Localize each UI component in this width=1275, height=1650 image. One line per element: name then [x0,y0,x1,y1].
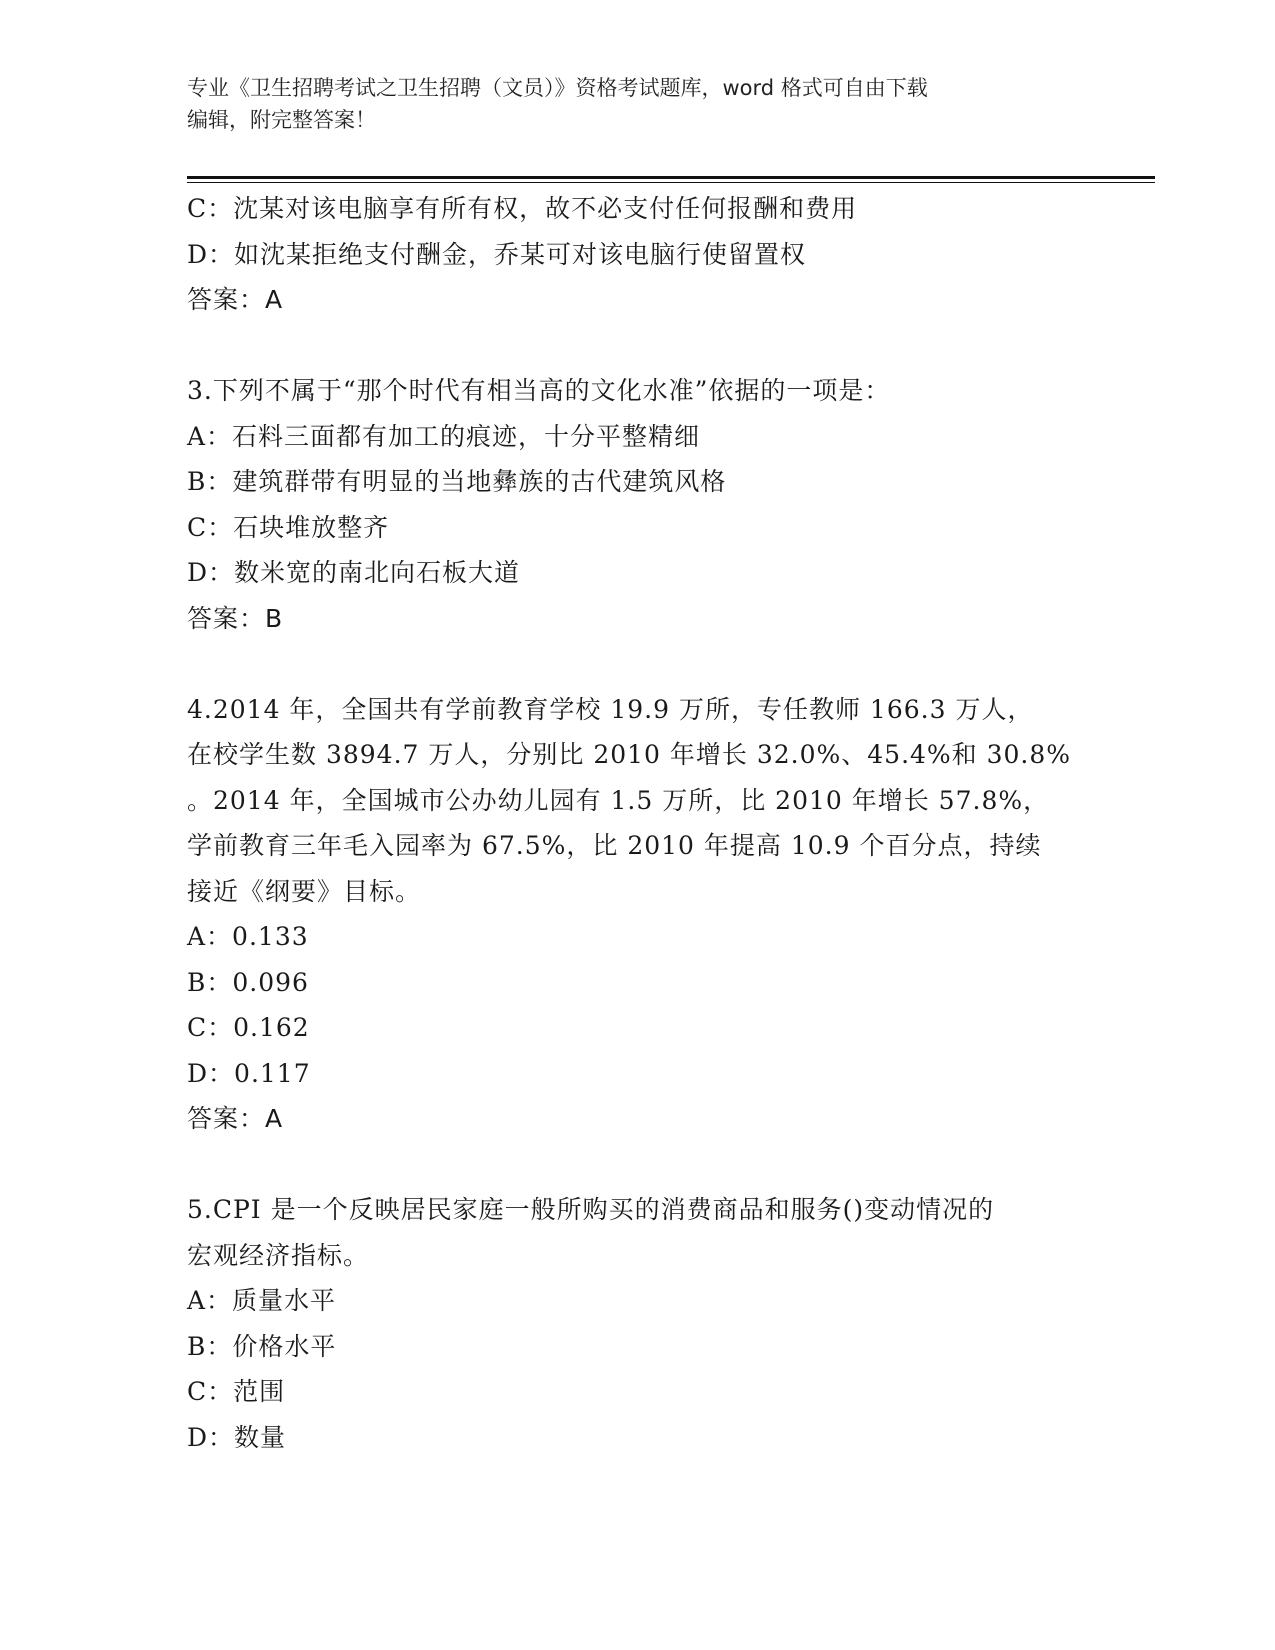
question-2 [187,186,1087,323]
question-4 [187,687,1087,1142]
option-d: D：如沈某拒绝支付酬金，乔某可对该电脑行使留置权 [187,239,807,269]
header-line: 编辑，附完整答案！ [187,108,376,132]
header-line: 专业《卫生招聘考试之卫生招聘（文员）》资格考试题库，word 格式可自由下载 [187,76,928,100]
header-divider [187,176,1155,179]
answer-label: 答案：A [187,1104,284,1133]
answer-label: 答案：B [187,603,284,633]
header-divider-thin [187,182,1155,183]
answer-label: 答案：A [187,285,284,314]
option-d: D：数米宽的南北向石板大道 [187,558,521,587]
question-list [187,186,1087,1460]
option-c: C：范围 [187,1377,286,1406]
spacer [187,1142,1087,1188]
question-stem-line: 宏观经济指标。 [187,1240,370,1270]
question-stem-line: 接近《纲要》目标。 [187,876,422,906]
spacer [187,323,1087,369]
question-stem-line: 。2014 年，全国城市公办幼儿园有 1.5 万所，比 2010 年增长 57.8%， [187,785,1050,815]
option-b: B：建筑群带有明显的当地彝族的古代建筑风格 [187,467,727,496]
option-d: D：数量 [187,1422,287,1452]
option-c: C：沈某对该电脑享有所有权，故不必支付任何报酬和费用 [187,194,858,223]
option-c: C：0.162 [187,1013,310,1042]
option-c: C：石块堆放整齐 [187,512,390,542]
option-b: B：价格水平 [187,1331,337,1361]
question-stem-line: 学前教育三年毛入园率为 67.5%，比 2010 年提高 10.9 个百分点，持续 [187,831,1042,860]
question-3 [187,368,1087,641]
question-stem-line: 在校学生数 3894.7 万人，分别比 2010 年增长 32.0%、45.4%和 30.8% [187,740,1072,769]
option-d: D：0.117 [187,1058,311,1088]
question-5 [187,1187,1087,1460]
option-a: A：0.133 [187,922,309,951]
spacer [187,641,1087,687]
option-b: B：0.096 [187,967,309,997]
option-a: A：石料三面都有加工的痕迹，十分平整精细 [187,421,701,451]
page-header [187,72,1067,136]
question-stem: 3.下列不属于“那个时代有相当高的文化水准”依据的一项是： [187,376,891,405]
question-stem-line: 4.2014 年，全国共有学前教育学校 19.9 万所，专任教师 166.3 万人， [187,694,1034,724]
option-a: A：质量水平 [187,1286,337,1315]
question-stem-line: 5.CPI 是一个反映居民家庭一般所购买的消费商品和服务()变动情况的 [187,1195,995,1224]
